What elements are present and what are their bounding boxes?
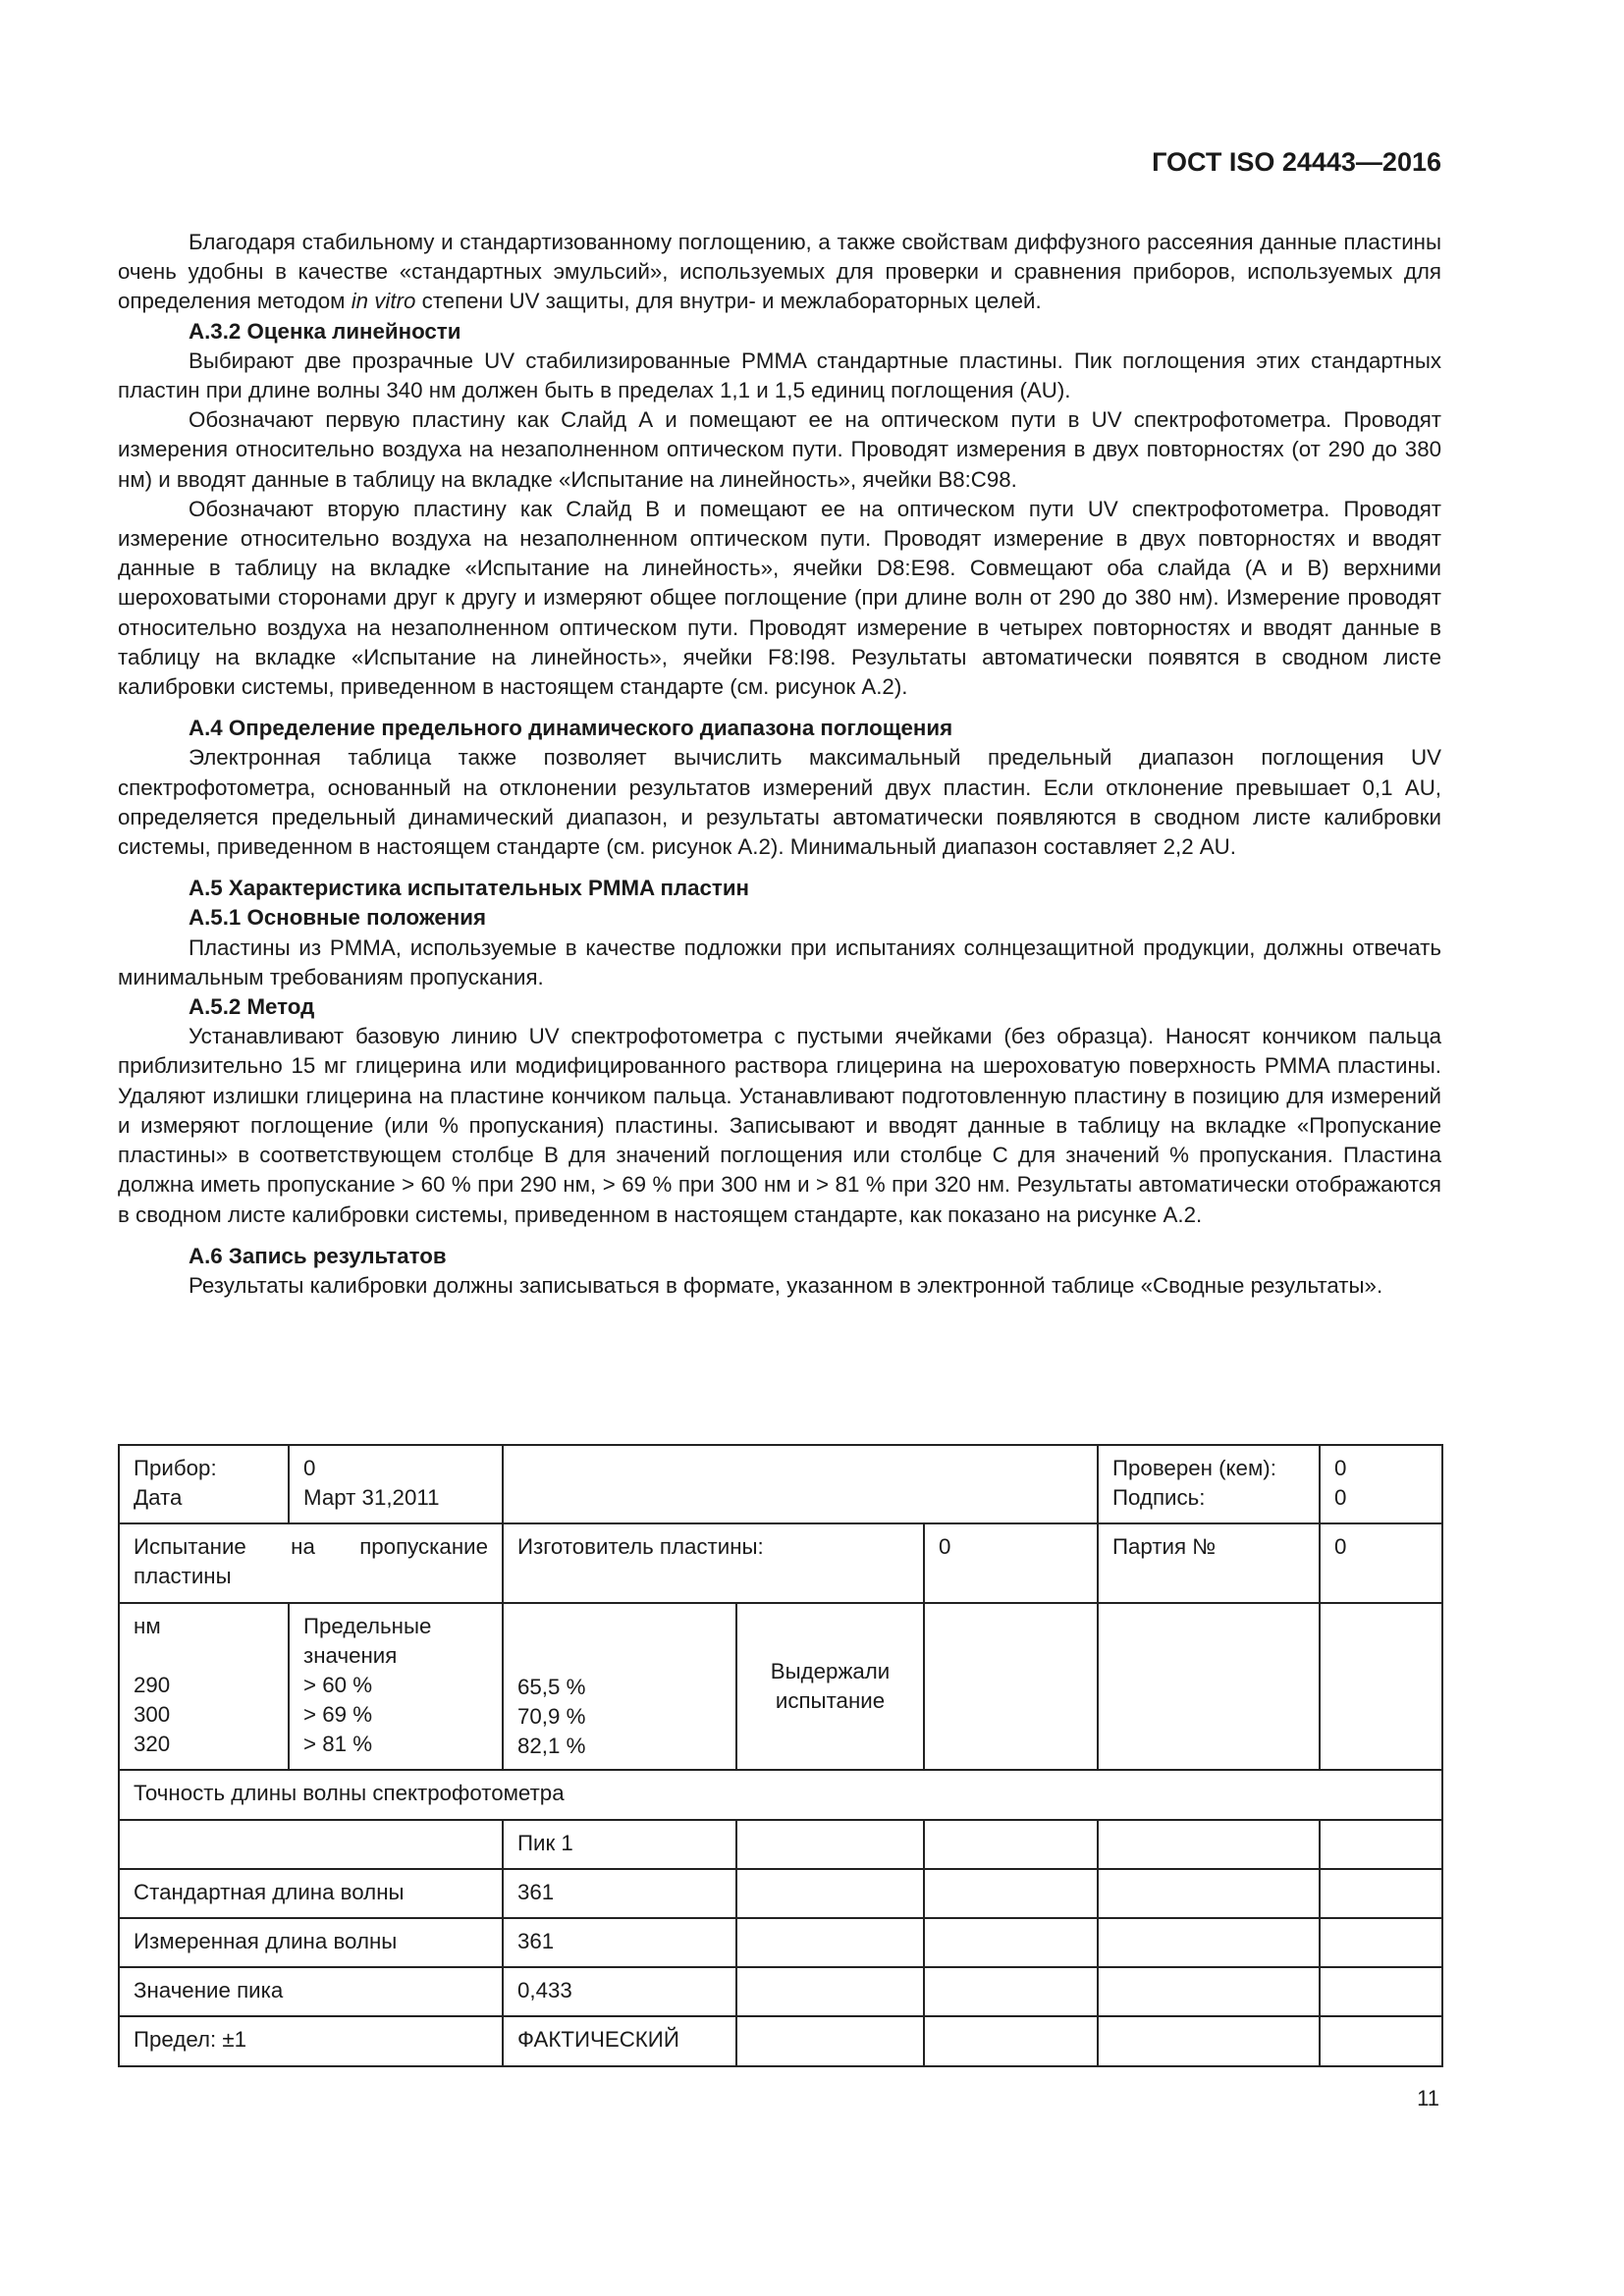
value: 70,9 % (517, 1704, 586, 1729)
cell (1320, 1869, 1442, 1918)
value: > 81 % (303, 1732, 373, 1756)
cell (736, 1820, 924, 1869)
table-row (119, 1820, 1442, 1869)
cell: Предел: ±1 (119, 2016, 503, 2066)
heading-a51: А.5.1 Основные положения (189, 905, 486, 931)
cell (289, 1603, 503, 1770)
cell (503, 1603, 736, 1770)
value: 290 (134, 1673, 171, 1697)
paragraph: Обозначают первую пластину как Слайд А и помещают ее на оптическом пути в UV спектрофотометра. Проводят измерения относительно воздуха на незаполненном оптическом пути. Проводят измерения в двух повторностях (от 290 до 380 нм) и вводят данные в таблицу на вкладке «Испытание на линейность», ячейки В8:С98. (118, 407, 1441, 492)
value: 65,5 % (517, 1675, 586, 1699)
cell: 361 (503, 1869, 736, 1918)
cell (1098, 2016, 1320, 2066)
heading-a4: А.4 Определение предельного динамического диапазона поглощения (189, 716, 953, 741)
value: Март 31,2011 (303, 1485, 440, 1510)
cell: ФАКТИЧЕСКИЙ (503, 2016, 736, 2066)
page-number: 11 (1417, 2086, 1439, 2110)
cell (1320, 1603, 1442, 1770)
value: 0 (303, 1456, 316, 1480)
cell (119, 1820, 503, 1869)
paragraph: Выбирают две прозрачные UV стабилизированные PMMA стандартные пластины. Пик поглощения этих стандартных пластин при длине волны 340 нм должен быть в пределах 1,1 и 1,5 единиц поглощения (AU). (118, 347, 1441, 403)
cell (736, 2016, 924, 2066)
cell (119, 1445, 289, 1523)
cell (1320, 1918, 1442, 1967)
table-row (119, 1603, 1442, 1770)
cell (1320, 1820, 1442, 1869)
value: 0 (1334, 1485, 1347, 1510)
cell: Изготовитель пластины: (503, 1523, 924, 1603)
cell (736, 1918, 924, 1967)
paragraph: Пластины из PMMA, используемые в качестве подложки при испытаниях солнцезащитной продукции, должны отвечать минимальным требованиям пропускания. (118, 934, 1441, 989)
cell (1098, 1603, 1320, 1770)
cell (503, 1445, 1098, 1523)
cell (1098, 1918, 1320, 1967)
cell (1098, 1869, 1320, 1918)
value: 300 (134, 1702, 171, 1727)
table-row (119, 1869, 1442, 1918)
table-row (119, 2016, 1442, 2066)
cell (736, 1869, 924, 1918)
cell: 361 (503, 1918, 736, 1967)
value: 0 (1334, 1456, 1347, 1480)
label: Прибор: (134, 1456, 217, 1480)
table-row (119, 1523, 1442, 1603)
table-row (119, 1918, 1442, 1967)
paragraph: Устанавливают базовую линию UV спектрофотометра с пустыми ячейками (без образца). Наносят кончиком пальца приблизительно 15 мг глицерина или модифицированного раствора глицерина на шероховатую поверхность PMMA пластины. Удаляют излишки глицерина на пластине кончиком пальца. Устанавливают подготовленную пластину в позицию для измерений и измеряют поглощение (или % пропускания) пластины. Записывают и вводят данные в таблицу на вкладке «Пропускание пластины» в соответствующем столбце В для значений поглощения или столбце С для значений % пропускания. Пластина должна иметь пропускание > 60 % при 290 нм, > 69 % при 300 нм и > 81 % при 320 нм. Результаты автоматически отображаются в сводном листе калибровки системы, приведенном в настоящем стандарте, как показано на рисунке А.2. (118, 1024, 1441, 1227)
cell (1098, 1820, 1320, 1869)
cell: Выдержали испытание (736, 1603, 924, 1770)
cell: Испытание на пропускание пластины (119, 1523, 503, 1603)
cell: Партия № (1098, 1523, 1320, 1603)
cell (1320, 1967, 1442, 2016)
document-header: ГОСТ ISO 24443—2016 (1152, 147, 1441, 177)
table-row (119, 1967, 1442, 2016)
cell: 0 (1320, 1523, 1442, 1603)
heading-a5: А.5 Характеристика испытательных PMMA пластин (189, 876, 750, 901)
text: степени UV защиты, для внутри- и межлабораторных целей. (415, 289, 1042, 314)
cell (924, 1918, 1098, 1967)
paragraph: Обозначают вторую пластину как Слайд В и помещают ее на оптическом пути UV спектрофотометра. Проводят измерение относительно воздуха на незаполненном оптическом пути. Проводят измерение в двух повторностях и вводят данные в таблицу на вкладке «Испытание на линейность», ячейки D8:E98. Совмещают оба слайда (А и В) верхними шероховатыми сторонами друг к другу и измеряют общее поглощение (при длине волн от 290 до 380 нм). Измерение проводят относительно воздуха на незаполненном оптическом пути. Проводят измерение в четырех повторностях и вводят данные в таблицу на вкладке «Испытание на линейность», ячейки F8:I98. Результаты автоматически появятся в сводном листе калибровки системы, приведенном в настоящем стандарте (см. рисунок А.2). (118, 496, 1441, 700)
label: Проверен (кем): (1112, 1456, 1276, 1480)
cell: Измеренная длина волны (119, 1918, 503, 1967)
italic-term: in vitro (351, 289, 416, 314)
cell (924, 1820, 1098, 1869)
cell (1320, 1445, 1442, 1523)
value: > 69 % (303, 1702, 373, 1727)
heading-a52: А.5.2 Метод (189, 994, 315, 1020)
cell: Значение пика (119, 1967, 503, 2016)
table-row (119, 1445, 1442, 1523)
paragraph (118, 228, 1441, 317)
label: Предельные значения (303, 1614, 432, 1668)
cell: 0,433 (503, 1967, 736, 2016)
table-row (119, 1770, 1442, 1820)
cell (289, 1445, 503, 1523)
value: > 60 % (303, 1673, 373, 1697)
label: Подпись: (1112, 1485, 1206, 1510)
cell (119, 1603, 289, 1770)
paragraph: Электронная таблица также позволяет вычислить максимальный предельный диапазон поглощения UV спектрофотометра, основанный на отклонении результатов измерений двух пластин. Если отклонение превышает 0,1 AU, определяется предельный динамический диапазон, и результаты автоматически появляются в сводном листе калибровки системы, приведенном в настоящем стандарте (см. рисунок А.2). Минимальный диапазон составляет 2,2 AU. (118, 745, 1441, 860)
cell (1098, 1445, 1320, 1523)
cell (924, 1869, 1098, 1918)
text: Благодаря стабильному и стандартизованному поглощению, а также свойствам диффузного рассеяния данные пластины очень удобны в качестве «стандартных эмульсий», используемых для проверки и сравнения приборов, используемых для определения методом (118, 230, 1441, 314)
paragraph: Результаты калибровки должны записываться в формате, указанном в электронной таблице «Сводные результаты». (189, 1272, 1383, 1298)
cell (924, 2016, 1098, 2066)
cell: 0 (924, 1523, 1098, 1603)
cell: Пик 1 (503, 1820, 736, 1869)
heading-a6: А.6 Запись результатов (189, 1243, 447, 1268)
cell (1320, 2016, 1442, 2066)
heading-a32: А.3.2 Оценка линейности (189, 318, 461, 344)
document-body (118, 228, 1441, 1301)
label: Дата (134, 1485, 183, 1510)
cell: Точность длины волны спектрофотометра (119, 1770, 1442, 1820)
cell (924, 1967, 1098, 2016)
value: 82,1 % (517, 1734, 586, 1758)
value: 320 (134, 1732, 171, 1756)
cell (924, 1603, 1098, 1770)
calibration-summary-table (118, 1444, 1443, 2067)
label: нм (134, 1614, 161, 1638)
cell (736, 1967, 924, 2016)
cell (1098, 1967, 1320, 2016)
cell: Стандартная длина волны (119, 1869, 503, 1918)
